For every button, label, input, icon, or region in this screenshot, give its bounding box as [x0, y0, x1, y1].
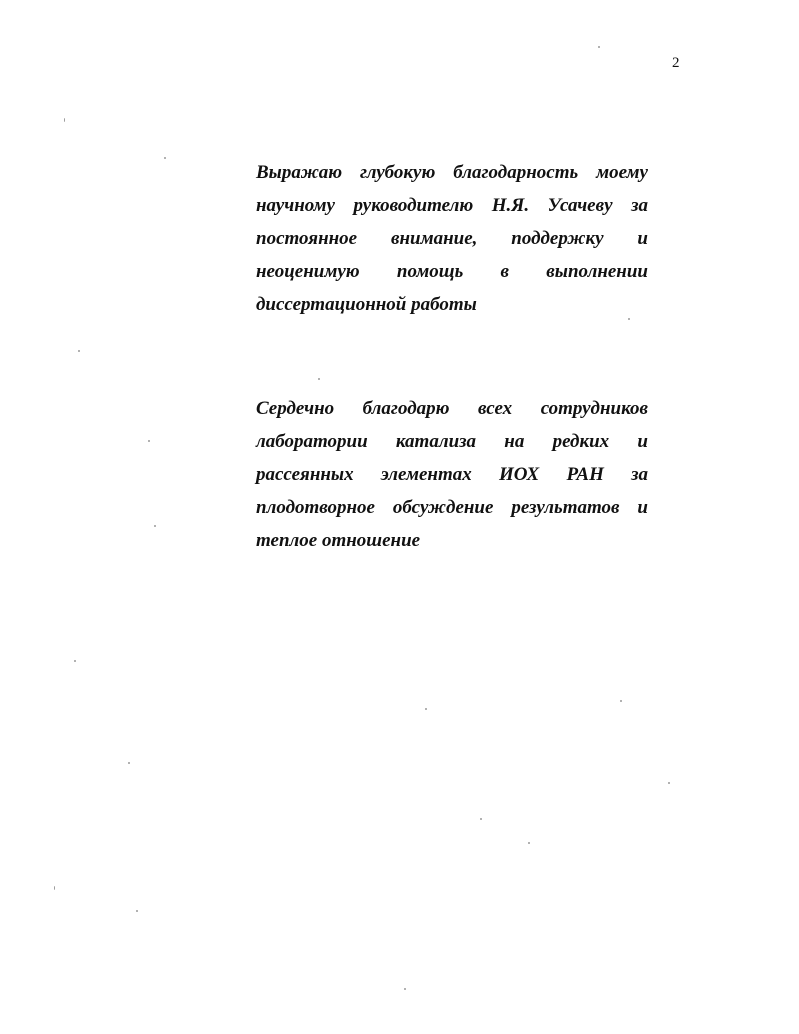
paragraph-1-line-3: постоянное внимание, поддержку и	[256, 228, 648, 249]
scan-speck	[128, 762, 130, 764]
paragraph-1-line-4: неоценимую помощь в выполнении	[256, 261, 648, 282]
scan-speck	[136, 910, 138, 912]
paragraph-1-line-5: диссертационной работы	[256, 294, 477, 315]
paragraph-1-line-2: научному руководителю Н.Я. Усачеву за	[256, 195, 648, 216]
scan-speck	[74, 660, 76, 662]
scan-speck	[318, 378, 320, 380]
paragraph-2-line-5: теплое отношение	[256, 530, 421, 551]
scan-speck	[404, 988, 406, 990]
scan-speck	[54, 886, 55, 890]
scan-speck	[528, 842, 530, 844]
scan-speck	[164, 157, 166, 159]
scan-speck	[480, 818, 482, 820]
paragraph-1-line-1: Выражаю глубокую благодарность моему	[256, 162, 648, 183]
paragraph-2-line-4: плодотворное обсуждение результатов и	[256, 497, 648, 518]
scan-speck	[78, 350, 80, 352]
scan-speck	[620, 700, 622, 702]
paragraph-2-line-3: рассеянных элементах ИОХ РАН за	[256, 464, 648, 485]
scan-speck	[628, 318, 630, 320]
scan-speck	[148, 440, 150, 442]
paragraph-2-line-1: Сердечно благодарю всех сотрудников	[256, 398, 648, 419]
paragraph-2-line-2: лаборатории катализа на редких и	[256, 431, 648, 452]
scan-speck	[154, 525, 156, 527]
acknowledgement-paragraph-2	[256, 392, 648, 557]
acknowledgement-paragraph-1	[256, 156, 648, 321]
scan-speck	[64, 118, 65, 122]
page-number: 2	[672, 55, 680, 71]
scan-speck	[598, 46, 600, 48]
scan-speck	[668, 782, 670, 784]
scan-speck	[425, 708, 427, 710]
